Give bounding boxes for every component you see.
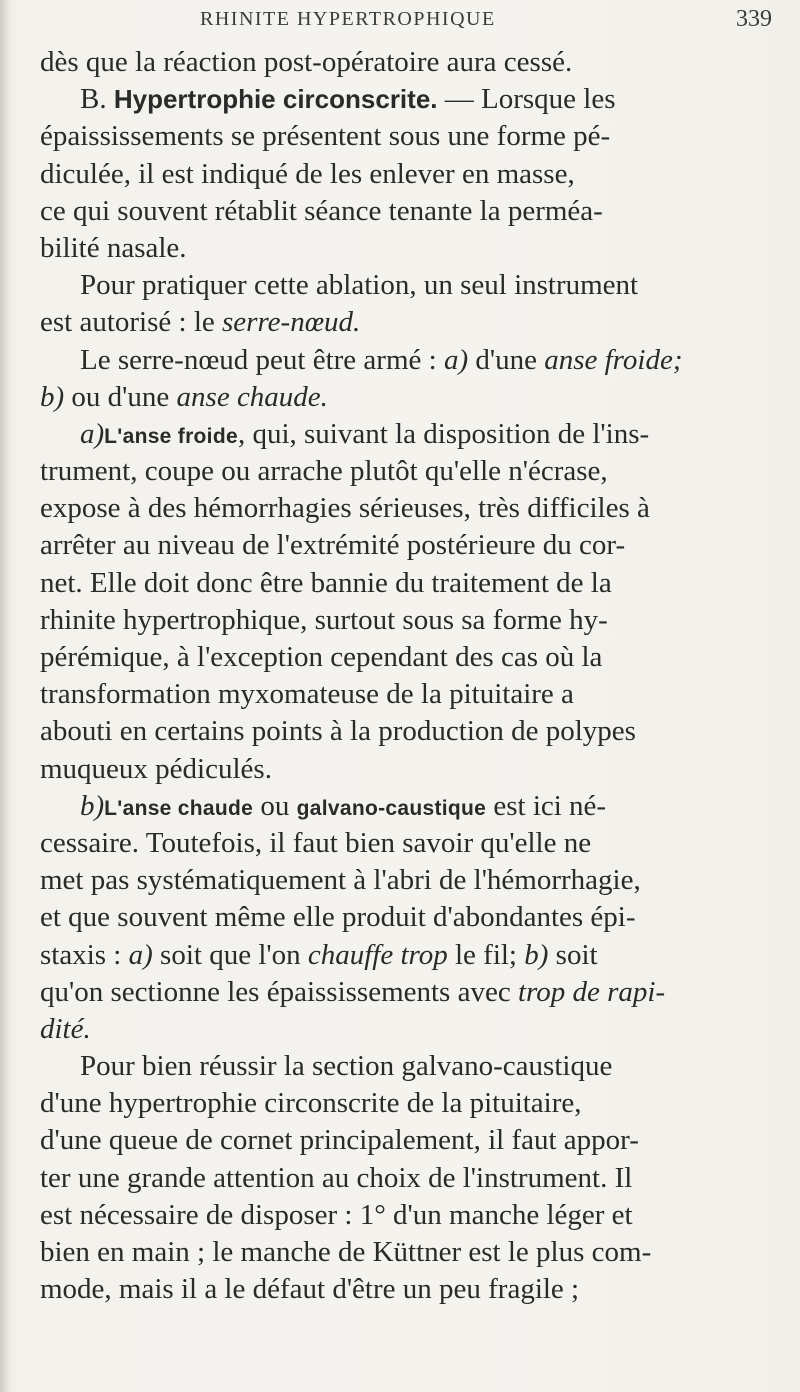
text-run: ter une grande attention au choix de l'instrument. Il xyxy=(40,1161,633,1194)
text-line xyxy=(40,1048,780,1085)
text-line xyxy=(40,156,780,193)
text-line xyxy=(40,565,780,602)
text-run: d'une xyxy=(468,343,545,376)
text-run: arrêter au niveau de l'extrémité postérieure du cor- xyxy=(40,529,626,562)
text-line xyxy=(40,713,780,750)
text-run: est autorisé : le xyxy=(40,306,223,339)
text-line xyxy=(40,342,780,379)
text-run: épaississements se présentent sous une forme pé- xyxy=(40,120,611,153)
page-gutter-shadow xyxy=(0,0,10,1392)
text-run: ce qui souvent rétablit séance tenante la perméa- xyxy=(40,194,603,227)
text-line xyxy=(40,1160,780,1197)
text-run: a) xyxy=(80,417,105,450)
text-line xyxy=(40,1011,780,1048)
text-line xyxy=(40,267,780,304)
text-run: dès que la réaction post-opératoire aura cessé. xyxy=(40,46,573,78)
text-line xyxy=(40,230,780,267)
text-run: L'anse chaude xyxy=(104,796,254,820)
text-line xyxy=(40,416,780,453)
text-run: Pour pratiquer cette ablation, un seul instrument xyxy=(80,269,639,302)
text-run: soit que l'on xyxy=(152,938,308,971)
text-line xyxy=(40,1085,780,1122)
text-line xyxy=(40,490,780,527)
text-line xyxy=(40,862,780,899)
page-number: 339 xyxy=(736,6,772,32)
text-run: pérémique, à l'exception cependant des cas où la xyxy=(40,641,603,673)
text-run: anse froide; xyxy=(544,343,683,376)
text-line xyxy=(40,974,780,1011)
text-line xyxy=(40,1234,780,1271)
text-run: b) xyxy=(524,938,549,971)
text-run: staxis : xyxy=(40,938,129,971)
text-line xyxy=(40,1271,780,1308)
text-run: expose à des hémorrhagies sérieuses, très difficiles à xyxy=(40,492,650,525)
text-run: Pour bien réussir la section galvano-caustique xyxy=(80,1050,613,1083)
text-line xyxy=(40,676,780,713)
text-run: dité. xyxy=(40,1012,91,1045)
text-run: abouti en certains points à la production de polypes xyxy=(40,715,636,748)
text-line xyxy=(40,379,780,416)
running-head: RHINITE HYPERTROPHIQUE xyxy=(200,8,496,30)
text-line xyxy=(40,1122,780,1159)
text-run: cessaire. Toutefois, il faut bien savoir qu'elle ne xyxy=(40,826,592,859)
text-run: transformation myxomateuse de la pituitaire a xyxy=(40,678,574,711)
text-run: a) xyxy=(443,343,469,376)
text-run: trop de rapi- xyxy=(517,975,666,1008)
text-run: — Lorsque les xyxy=(437,83,616,116)
page-header xyxy=(40,4,792,40)
text-run: d'une hypertrophie circonscrite de la pituitaire, xyxy=(40,1087,582,1120)
text-line xyxy=(40,527,780,564)
text-line xyxy=(40,899,780,936)
text-run: rhinite hypertrophique, surtout sous sa forme hy- xyxy=(40,603,608,636)
text-line xyxy=(40,751,780,788)
text-run: d'une queue de cornet principalement, il faut appor- xyxy=(40,1124,639,1157)
text-run: Le serre-nœud peut être armé : xyxy=(80,343,444,376)
text-run: le fil; xyxy=(447,938,525,971)
body-text xyxy=(40,44,780,1308)
text-line xyxy=(40,304,780,341)
text-run: b) xyxy=(80,789,105,822)
text-line xyxy=(40,453,780,490)
text-run: soit xyxy=(548,938,598,971)
text-run: qu'on sectionne les épaississements avec xyxy=(40,975,518,1008)
text-run: et que souvent même elle produit d'abondantes épi- xyxy=(40,901,636,934)
text-line xyxy=(40,1197,780,1234)
text-run: mode, mais il a le défaut d'être un peu fragile ; xyxy=(40,1273,580,1306)
text-run: B. xyxy=(80,83,114,116)
text-run: b) xyxy=(40,380,65,413)
text-line xyxy=(40,602,780,639)
text-run: anse chaude. xyxy=(176,380,328,413)
text-run: bien en main ; le manche de Küttner est le plus com- xyxy=(40,1236,652,1268)
text-line xyxy=(40,788,780,825)
text-line xyxy=(40,193,780,230)
text-line xyxy=(40,81,780,118)
text-line xyxy=(40,937,780,974)
text-run: a) xyxy=(128,938,153,971)
text-run: muqueux pédiculés. xyxy=(40,752,272,785)
text-run: Hypertrophie circonscrite. xyxy=(113,84,438,115)
text-run: ou d'une xyxy=(64,380,177,413)
text-run: , qui, suivant la disposition de l'ins- xyxy=(237,417,650,450)
text-line xyxy=(40,44,780,81)
text-run: est ici né- xyxy=(486,789,607,822)
text-run: trument, coupe ou arrache plutôt qu'elle n'écrase, xyxy=(40,455,608,488)
text-run: diculée, il est indiqué de les enlever en masse, xyxy=(40,157,575,190)
text-run: serre-nœud. xyxy=(222,306,361,339)
text-run: galvano-caustique xyxy=(296,796,487,820)
text-line xyxy=(40,118,780,155)
text-run: L'anse froide xyxy=(104,424,238,448)
text-line xyxy=(40,825,780,862)
text-line xyxy=(40,639,780,676)
text-run: met pas systématiquement à l'abri de l'hémorrhagie, xyxy=(40,864,641,897)
text-run: net. Elle doit donc être bannie du traitement de la xyxy=(40,566,612,599)
text-run: ou xyxy=(253,789,297,822)
text-run: est nécessaire de disposer : 1° d'un manche léger et xyxy=(40,1198,633,1231)
text-run: chauffe trop xyxy=(307,938,448,971)
text-run: bilité nasale. xyxy=(40,231,187,264)
